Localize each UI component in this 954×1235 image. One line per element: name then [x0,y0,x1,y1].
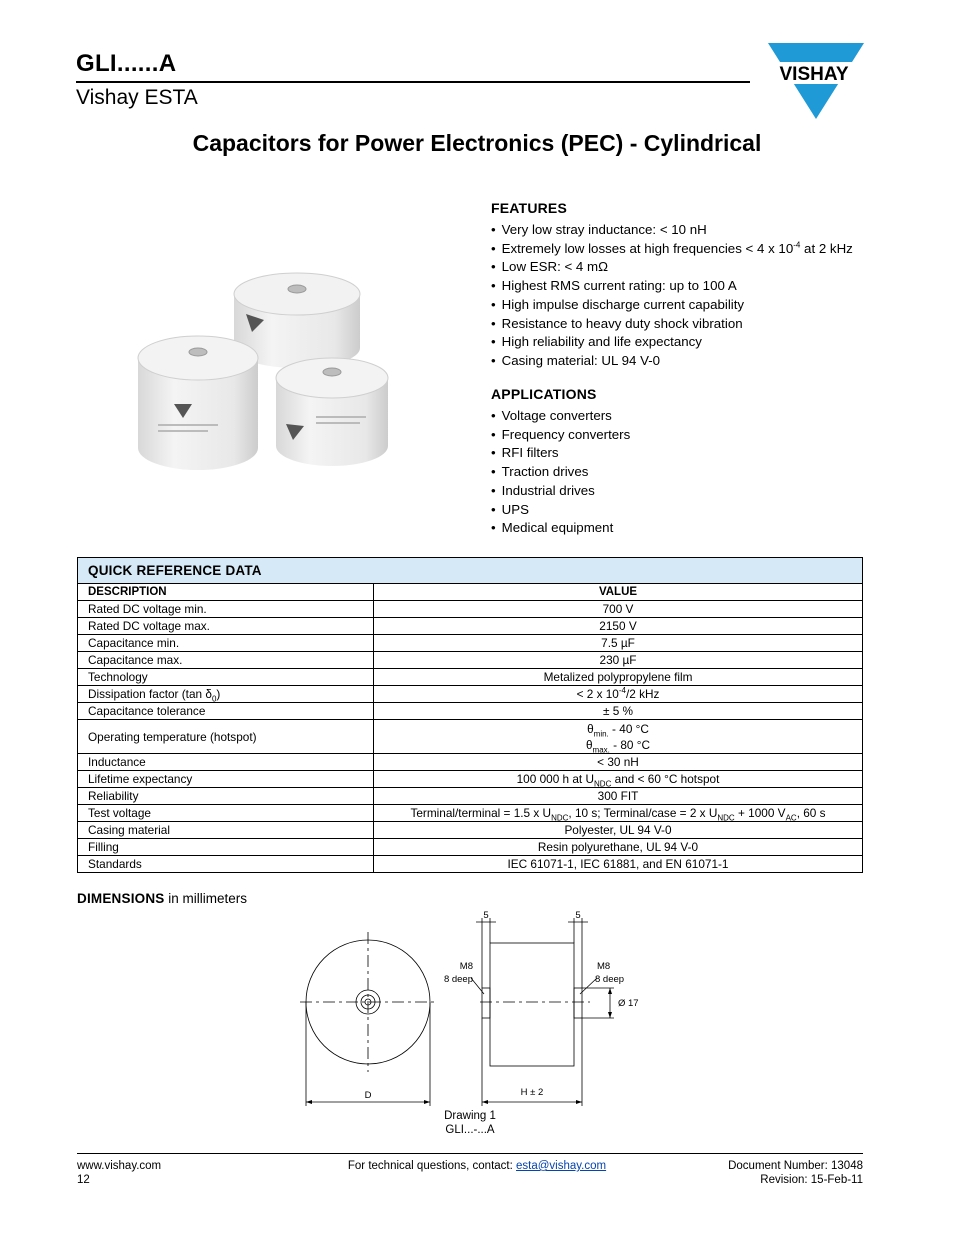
deep-right-label: 8 deep [595,974,625,985]
list-item: • Voltage converters [491,407,630,426]
right-terminal [574,988,582,1018]
capacitor-front-right [276,358,388,466]
table-row: Rated DC voltage max. 2150 V [78,618,863,635]
table-row: Inductance < 30 nH [78,754,863,771]
list-item: • Medical equipment [491,519,630,538]
document-number: Document Number: 13048 [728,1160,863,1172]
list-item: • High reliability and life expectancy [491,333,853,352]
column-header-description: DESCRIPTION [78,584,374,601]
contact-email-link[interactable]: esta@vishay.com [516,1160,607,1172]
table-row: Capacitance min. 7.5 µF [78,635,863,652]
list-item: • Low ESR: < 4 mΩ [491,258,853,277]
table-row: Operating temperature (hotspot) $\theta_{min.} - 40$ °C $\theta_{max.} - 80$ °C [78,720,863,754]
list-item: • Frequency converters [491,426,630,445]
list-item: • RFI filters [491,444,630,463]
list-item: • Casing material: UL 94 V-0 [491,352,853,371]
footer-right [728,1159,863,1187]
arrowhead [306,1100,312,1104]
product-photo [136,266,394,474]
table-title: QUICK REFERENCE DATA [78,558,863,584]
applications-list [491,407,630,538]
five-right-label: 5 [575,910,581,921]
dimension-drawing [290,906,650,1106]
table-row: Test voltage Terminal/terminal = 1.5 x $U_{NDC}$, 10 s; Terminal/case = 2 x $U_{NDC} + 1000$ $V_{AC}$, 60 s [78,805,863,822]
m8-left-label: M8 [459,961,473,972]
list-item: • High impulse discharge current capability [491,296,853,315]
column-header-value: VALUE [374,584,863,601]
table-row: Capacitance max. 230 µF [78,652,863,669]
arrowhead [482,1100,488,1104]
drawing-caption: Drawing 1 GLI...-...A [444,1110,496,1136]
m8-right-label: M8 [597,961,611,972]
arrowhead [608,1012,612,1018]
list-item: • Highest RMS current rating: up to 100 A [491,277,853,296]
table-row: Casing material Polyester, UL 94 V-0 [78,822,863,839]
table-row: Rated DC voltage min. 700 V [78,601,863,618]
table-row: Lifetime expectancy 100 000 h at $U_{NDC}$ and < 60 °C hotspot [78,771,863,788]
d-label: D [364,1090,372,1101]
arrowhead [608,988,612,994]
side-view-body [490,943,574,1066]
table-row: Dissipation factor (tan $\delta_0$) < 2 x $10^{-4}/2$ kHz [78,686,863,703]
features-list [491,221,853,371]
table-row: Reliability 300 FIT [78,788,863,805]
deep-left-label: 8 deep [443,974,473,985]
list-item: • Traction drives [491,463,630,482]
logo-text: VISHAY [779,64,849,85]
product-code: GLI......A [76,50,177,77]
revision: Revision: 15-Feb-11 [760,1174,863,1186]
capacitor-front-left [138,336,258,470]
diameter-label: Ø 17 [618,998,639,1009]
list-item: • Industrial drives [491,482,630,501]
table-row: Standards IEC 61071-1, IEC 61881, and EN 61071-1 [78,856,863,873]
table-row: Technology Metalized polypropylene film [78,669,863,686]
company-name: Vishay ESTA [76,86,198,109]
applications-heading: APPLICATIONS [491,386,597,402]
list-item: • UPS [491,501,630,520]
features-heading: FEATURES [491,200,568,216]
footer-contact: For technical questions, contact: esta@vishay.com [347,1160,607,1172]
arrowhead [424,1100,430,1104]
website-text: www.vishay.com [77,1160,162,1172]
list-item: • Extremely low losses at high frequencies < 4 x $10^{-4}$ at 2 kHz [491,240,853,259]
list-item: • Very low stray inductance: < 10 nH [491,221,853,240]
arrowhead [576,1100,582,1104]
footer-rule [77,1153,863,1154]
table-row: Capacitance tolerance ± 5 % [78,703,863,720]
header-rule [76,81,750,83]
page-number: 12 [77,1174,90,1186]
quick-reference-table [77,557,863,873]
table-row: Filling Resin polyurethane, UL 94 V-0 [78,839,863,856]
five-left-label: 5 [483,910,489,921]
dimensions-heading: DIMENSIONS in millimeters [77,891,248,906]
page-title: Capacitors for Power Electronics (PEC) - Cylindrical [192,130,762,156]
vishay-logo [768,43,864,119]
list-item: • Resistance to heavy duty shock vibration [491,315,853,334]
h-label: H ± 2 [520,1087,544,1098]
